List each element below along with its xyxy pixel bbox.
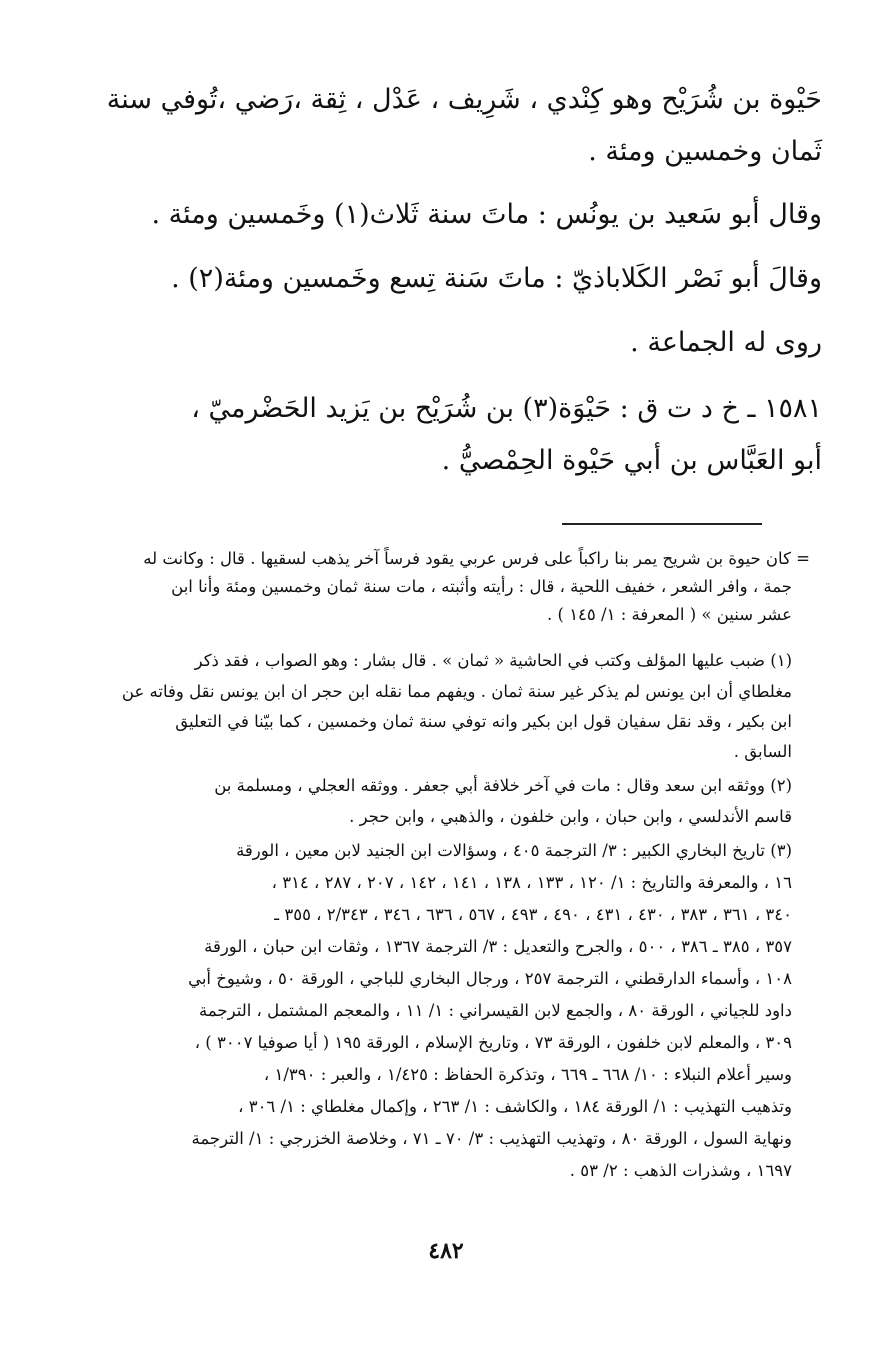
footnote-line: وتذهيب التهذيب : ١/ الورقة ١٨٤ ، والكاشف : ١/ ٢٦٣ ، وإكمال مغلطاي : ١/ ٣٠٦ ، — [238, 1097, 792, 1116]
main-text-line: ثَمان وخمسين ومئة . — [588, 136, 822, 167]
footnote-line: مغلطاي أن ابن يونس لم يذكر غير سنة ثمان . ويفهم مما نقله ابن حجر ان ابن يونس نقل وفاته عن — [121, 682, 792, 701]
footnote-line: ٣٠٩ ، والمعلم لابن خلفون ، الورقة ٧٣ ، وتاريخ الإسلام ، الورقة ١٩٥ ( أيا صوفيا ٣٠٠٧ ) ، — [194, 1033, 792, 1052]
footnote-line: (٣) تاريخ البخاري الكبير : ٣/ الترجمة ٤٠٥ ، وسؤالات ابن الجنيد لابن معين ، الورقة — [236, 841, 792, 860]
footnote-line: = كان حيوة بن شريح يمر بنا راكباً على فرس عربي يقود فرساً آخر يذهب لسقيها . قال : وكانت له — [143, 549, 810, 568]
footnote-line: (٢) ووثقه ابن سعد وقال : مات في آخر خلافة أبي جعفر . ووثقه العجلي ، ومسلمة بن — [214, 776, 792, 795]
main-text-line: روى له الجماعة . — [630, 327, 822, 358]
page-number: ٤٨٢ — [428, 1238, 464, 1264]
footnote-line: ١٠٨ ، وأسماء الدارقطني ، الترجمة ٢٥٧ ، ورجال البخاري للباجي ، الورقة ٥٠ ، وشيوخ أبي — [188, 969, 792, 988]
footnote-line: (١) ضبب عليها المؤلف وكتب في الحاشية « ثمان » . قال بشار : وهو الصواب ، فقد ذكر — [194, 651, 792, 670]
footnote-line: عشر سنين » ( المعرفة : ١/ ١٤٥ ) . — [547, 605, 792, 624]
footnote-line: داود للجياني ، الورقة ٨٠ ، والجمع لابن القيسراني : ١/ ١١ ، والمعجم المشتمل ، الترجمة — [199, 1001, 792, 1020]
footnote-line: قاسم الأندلسي ، وابن حبان ، وابن خلفون ، والذهبي ، وابن حجر . — [349, 807, 792, 826]
main-text-line: وقال أبو سَعيد بن يونُس : ماتَ سنة ثَلاث(١) وخَمسين ومئة . — [151, 199, 822, 230]
footnote-line: ١٦٩٧ ، وشذرات الذهب : ٢/ ٥٣ . — [569, 1161, 792, 1180]
footnote-line: السابق . — [733, 742, 792, 761]
footnote-line: ١٦ ، والمعرفة والتاريخ : ١/ ١٢٠ ، ١٣٣ ، ١٣٨ ، ١٤١ ، ١٤٢ ، ٢٠٧ ، ٢٨٧ ، ٣١٤ ، — [271, 873, 792, 892]
entry-heading-line: ١٥٨١ ـ خ د ت ق : حَيْوَة(٣) بن شُرَيْح بن يَزيد الحَضْرميّ ، — [191, 393, 822, 424]
footnote-line: ٣٤٠ ، ٣٦١ ، ٣٨٣ ، ٤٣٠ ، ٤٣١ ، ٤٩٠ ، ٤٩٣ ، ٥٦٧ ، ٦٣٦ ، ٣٤٦ ، ٢/٣٤٣ ، ٣٥٥ ـ — [274, 905, 792, 924]
footnote-line: وسير أعلام النبلاء : ١٠/ ٦٦٨ ـ ٦٦٩ ، وتذكرة الحفاظ : ١/٤٢٥ ، والعبر : ١/٣٩٠ ، — [263, 1065, 792, 1084]
main-text-line: حَيْوة بن شُرَيْح وهو كِنْدي ، شَرِيف ، عَدْل ، ثِقة ،رَضي ،تُوفي سنة — [106, 84, 822, 115]
main-text-line: وقالَ أبو نَصْر الكَلاباذيّ : ماتَ سَنة تِسع وخَمسين ومئة(٢) . — [171, 263, 822, 294]
footnote-separator — [562, 523, 762, 525]
footnote-line: ونهاية السول ، الورقة ٨٠ ، وتهذيب التهذيب : ٣/ ٧٠ ـ ٧١ ، وخلاصة الخزرجي : ١/ الترجمة — [191, 1129, 792, 1148]
footnote-line: ٣٥٧ ، ٣٨٥ ـ ٣٨٦ ، ٥٠٠ ، والجرح والتعديل : ٣/ الترجمة ١٣٦٧ ، وثقات ابن حبان ، الورقة — [204, 937, 792, 956]
entry-heading-line: أبو العَبَّاس بن أبي حَيْوة الحِمْصيُّ . — [441, 445, 822, 476]
footnote-line: ابن بكير ، وقد نقل سفيان قول ابن بكير وانه توفي سنة ثمان وخمسين ، كما بيّنا في التعليق — [175, 712, 792, 731]
footnote-line: جمة ، وافر الشعر ، خفيف اللحية ، قال : رأيته وأثبته ، مات سنة ثمان وخمسين ومئة وأنا ابن — [171, 577, 792, 596]
